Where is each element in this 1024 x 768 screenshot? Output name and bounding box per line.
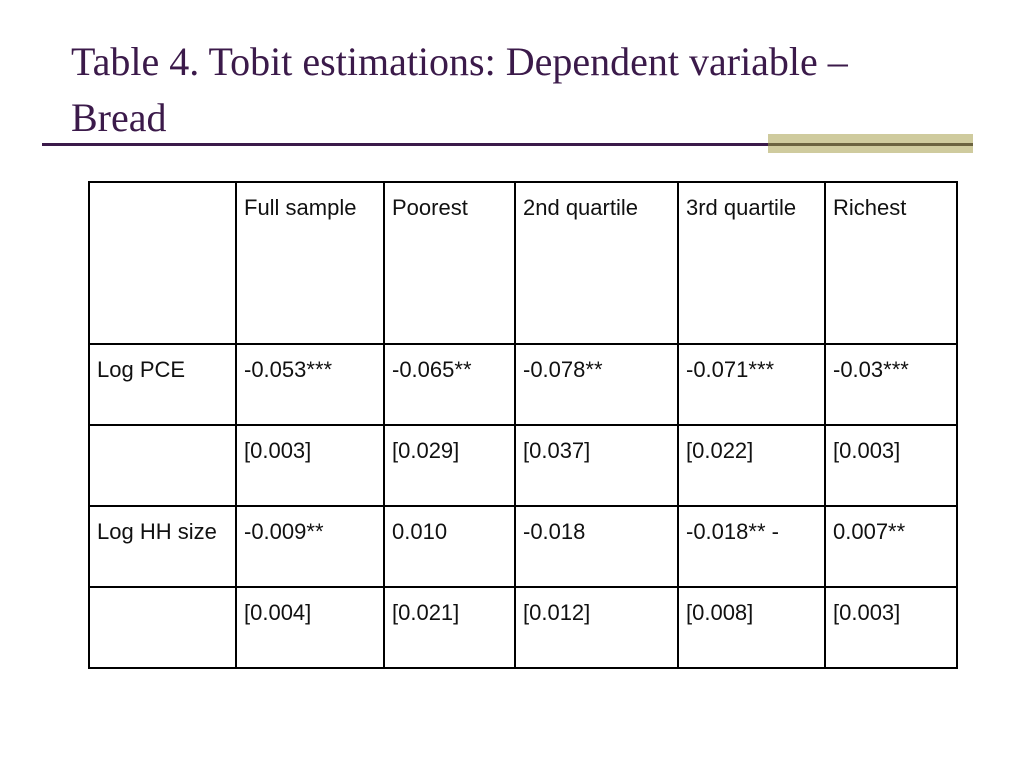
- table-cell: -0.053***: [236, 344, 384, 425]
- header-cell-blank: [89, 182, 236, 344]
- table-row: [89, 344, 957, 425]
- table-header-row: [89, 182, 957, 344]
- table-cell: [0.003]: [825, 587, 957, 668]
- table-cell: [0.008]: [678, 587, 825, 668]
- title-line-2: Bread: [71, 95, 167, 140]
- table-cell: -0.018** -: [678, 506, 825, 587]
- table-cell: -0.009**: [236, 506, 384, 587]
- table-cell: -0.03***: [825, 344, 957, 425]
- table-cell: -0.065**: [384, 344, 515, 425]
- header-cell-2nd-quartile: 2nd quartile: [515, 182, 678, 344]
- results-table: [88, 181, 958, 669]
- header-cell-full-sample: Full sample: [236, 182, 384, 344]
- table-cell: [0.022]: [678, 425, 825, 506]
- table-cell: [0.012]: [515, 587, 678, 668]
- slide-title: [71, 34, 971, 146]
- row-label-cell: [89, 587, 236, 668]
- header-cell-richest: Richest: [825, 182, 957, 344]
- table-cell: -0.071***: [678, 344, 825, 425]
- table-cell: [0.003]: [236, 425, 384, 506]
- row-label-cell: [89, 425, 236, 506]
- title-line-1: Table 4. Tobit estimations: Dependent variable –: [71, 39, 848, 84]
- table-cell: [0.037]: [515, 425, 678, 506]
- title-accent-line: [768, 143, 973, 146]
- header-cell-poorest: Poorest: [384, 182, 515, 344]
- table-cell: 0.007**: [825, 506, 957, 587]
- table-row: [89, 425, 957, 506]
- row-label-cell: Log HH size: [89, 506, 236, 587]
- table-cell: [0.004]: [236, 587, 384, 668]
- table-cell: -0.078**: [515, 344, 678, 425]
- table-cell: 0.010: [384, 506, 515, 587]
- table-cell: -0.018: [515, 506, 678, 587]
- table-row: [89, 506, 957, 587]
- table-cell: [0.029]: [384, 425, 515, 506]
- table-row: [89, 587, 957, 668]
- table-cell: [0.003]: [825, 425, 957, 506]
- row-label-cell: Log PCE: [89, 344, 236, 425]
- header-cell-3rd-quartile: 3rd quartile: [678, 182, 825, 344]
- table-cell: [0.021]: [384, 587, 515, 668]
